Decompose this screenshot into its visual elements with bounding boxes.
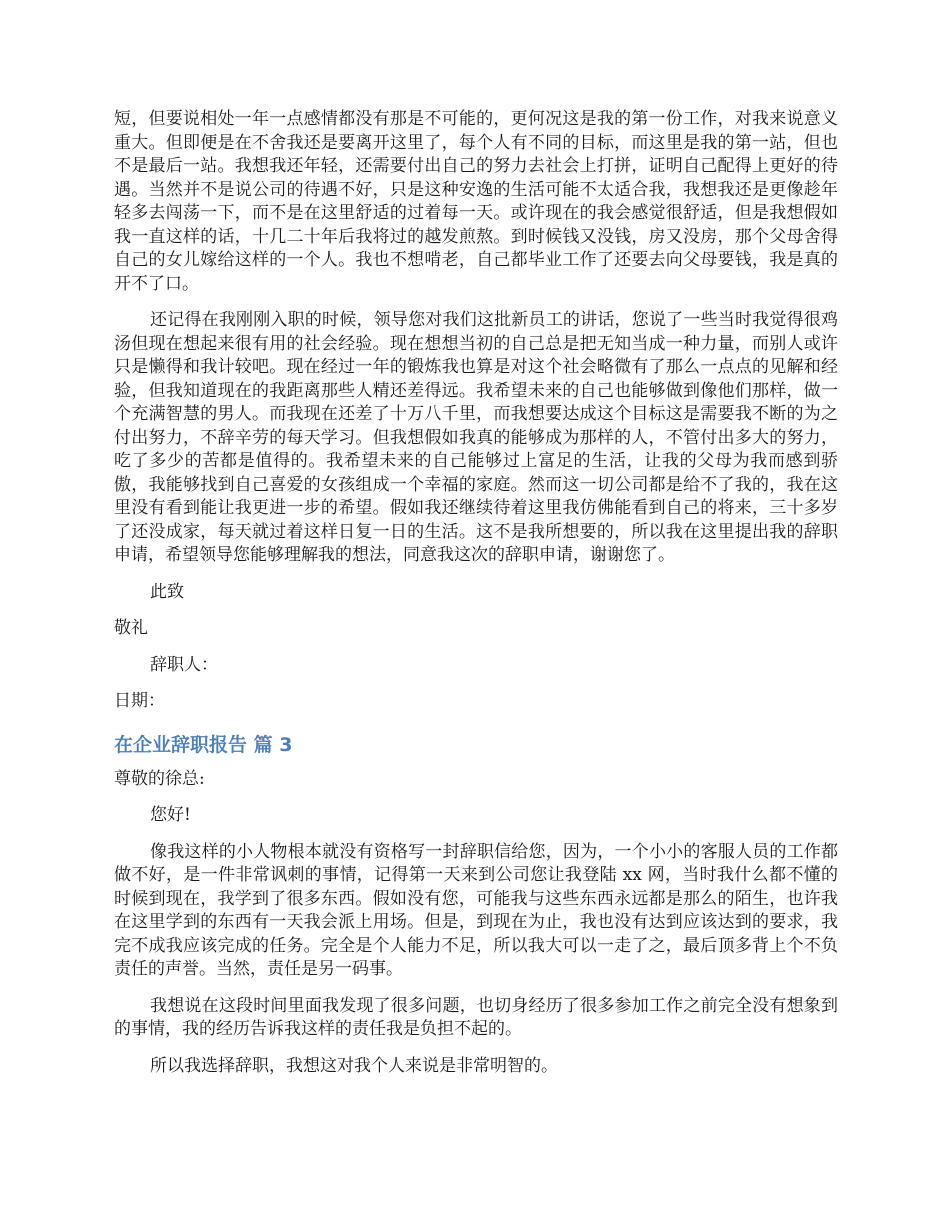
paragraph-1: 像我这样的小人物根本就没有资格写一封辞职信给您，因为，一个小小的客服人员的工作都做不好，是一件非常讽刺的事情，记得第一天来到公司您让我登陆 xx 网，当时我什么都不懂的时候到现在，我学到了很多东西。假如没有您，可能我与这些东西永远都是那么的陌生，也许我在这里学到的东西有一天我会派上用场。但是，到现在为止，我也没有达到应该达到的要求，我完不成我应该完成的任务。完全是个人能力不足，所以我大可以一走了之，最后顶多背上个不负责任的声誉。当然，责任是另一码事。 bbox=[114, 841, 838, 979]
paragraph-2: 我想说在这段时间里面我发现了很多问题，也切身经历了很多参加工作之前完全没有想象到的事情，我的经历告诉我这样的责任我是负担不起的。 bbox=[114, 995, 838, 1039]
salutation: 尊敬的徐总: bbox=[114, 768, 205, 789]
closing-jing-li: 敬礼 bbox=[114, 618, 148, 638]
date-label: 日期： bbox=[114, 691, 165, 711]
greeting: 您好! bbox=[150, 805, 191, 825]
signature-label: 辞职人： bbox=[150, 654, 218, 675]
section-heading: 在企业辞职报告 篇 3 bbox=[114, 733, 293, 756]
paragraph-continued: 短，但要说相处一年一点感情都没有那是不可能的，更何况这是我的第一份工作，对我来说意义重大。但即便是在不舍我还是要离开这里了，每个人有不同的目标，而这里是我的第一站，但也不是最后一站。我想我还年轻，还需要付出自己的努力去社会上打拼，证明自己配得上更好的待遇。当然并不是说公司的待遇不好，只是这种安逸的生活可能不太适合我，我想我还是更像趁年轻多去闯荡一下，而不是在这里舒适的过着每一天。或许现在的我会感觉很舒适，但是我想假如我一直这样的话，十几二十年后我将过的越发煎熬。到时候钱又没钱，房又没房，那个父母舍得自己的女儿嫁给这样的一个人。我也不想啃老，自己都毕业工作了还要去向父母要钱，我是真的开不了口。 bbox=[114, 109, 838, 294]
paragraph-memory: 还记得在我刚刚入职的时候，领导您对我们这批新员工的讲话，您说了一些当时我觉得很鸡汤但现在想起来很有用的社会经验。现在想想当初的自己总是把无知当成一种力量，而别人或许只是懒得和我计较吧。现在经过一年的锻炼我也算是对这个社会略微有了那么一点点的见解和经验，但我知道现在的我距离那些人精还差得远。我希望未来的自己也能够做到像他们那样，做一个充满智慧的男人。而我现在还差了十万八千里，而我想要达成这个目标这是需要我不断的为之付出努力，不辞辛劳的每天学习。但我想假如我真的能够成为那样的人，不管付出多大的努力，吃了多少的苦都是值得的。我希望未来的自己能够过上富足的生活，让我的父母为我而感到骄傲，我能够找到自己喜爱的女孩组成一个幸福的家庭。然而这一切公司都是给不了我的，我在这里没有看到能让我更进一步的希望。假如我还继续待着这里我仿佛能看到自己的将来，三十多岁了还没成家，每天就过着这样日复一日的生活。这不是我所想要的，所以我在这里提出我的辞职申请，希望领导您能够理解我的想法，同意我这次的辞职申请，谢谢您了。 bbox=[114, 310, 838, 565]
closing-ci-zhi: 此致 bbox=[150, 581, 184, 602]
paragraph-3: 所以我选择辞职，我想这对我个人来说是非常明智的。 bbox=[150, 1055, 558, 1076]
